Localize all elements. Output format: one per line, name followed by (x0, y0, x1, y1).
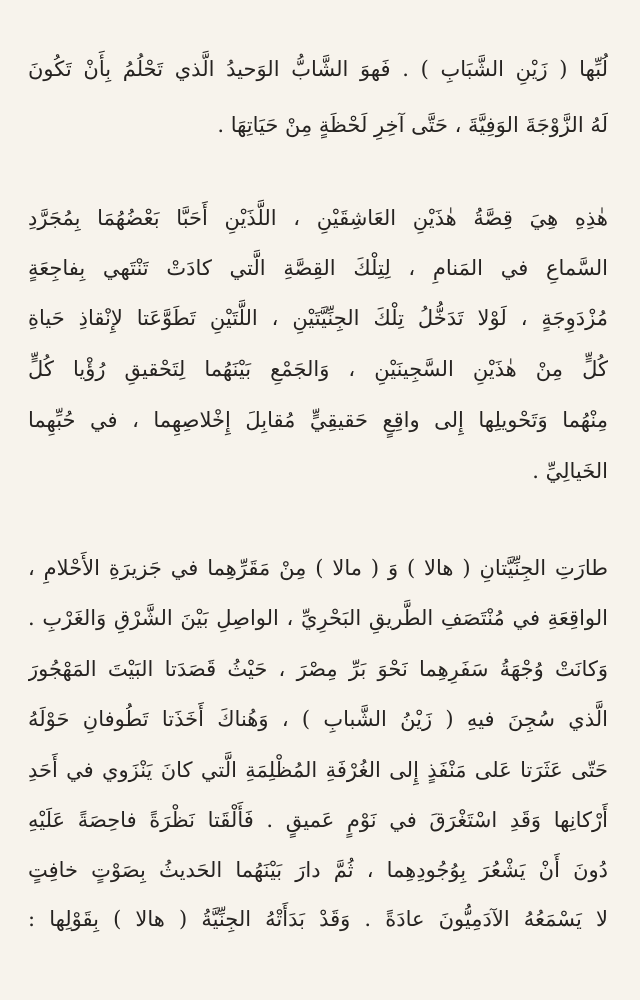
text-line: أَرْكانِها وَقَدِ اسْتَغْرَقَ في نَوْمٍ عَميقٍ . فَأَلْقَتا نَظْرَةً فاحِصَةً عَلَيْهِ (28, 808, 608, 832)
text-line: الواقِعَةِ في مُنْتَصَفِ الطَّريقِ البَحْرِيِّ ، الواصِلِ بَيْنَ الشَّرْقِ وَالغَرْبِ . (28, 606, 608, 630)
text-line: هٰذِهِ هِيَ قِصَّةُ هٰذَيْنِ العَاشِقَيْنِ ، اللَّذَيْنِ أَحَبَّا بَعْضُهُمَا بِمُجَرَّدِ (28, 206, 608, 230)
text-line: وَكانَتْ وُجْهَةُ سَفَرِهِما نَحْوَ بَرِّ مِصْرَ ، حَيْثُ قَصَدَتا البَيْتَ المَهْجُورَ (28, 657, 608, 681)
text-line: الَّذي سُجِنَ فيهِ ( زَيْنُ الشَّبابِ ) ، وَهُناكَ أَخَذَتا تَطُوفانِ حَوْلَهُ (28, 707, 608, 731)
text-line: مُزْدَوِجَةٍ ، لَوْلا تَدَخُّلُ تِلْكَ الجِنِّيَّتَيْنِ ، اللَّتَيْنِ تَطَوَّعَتا لإِنْقاذِ حَياةِ (28, 306, 608, 330)
text-line: لُبِّها ( زَيْنِ الشَّبَابِ ) . فَهوَ الشَّابُّ الوَحيدُ الَّذي تَحْلُمُ بِأَنْ تَكُونَ (28, 57, 608, 81)
text-line: مِنْهُما وَتَحْويلِها إِلى واقِعٍ حَقيقِيٍّ مُقابِلَ إِخْلاصِهِما ، في حُبِّهِما (28, 408, 608, 432)
text-line: دُونَ أَنْ يَشْعُرَ بِوُجُودِهِما ، ثُمَّ دارَ بَيْنَهُما الحَديثُ بِصَوْتٍ خافِتٍ (28, 858, 608, 882)
text-line: حَتّى عَثَرَتا عَلى مَنْفَذٍ إِلى الغُرْفَةِ المُظْلِمَةِ الَّتي كانَ يَنْزَوي في أَحَدِ (28, 758, 608, 782)
text-line: الخَيالِيِّ . (532, 459, 608, 483)
text-line: كُلٍّ مِنْ هٰذَيْنِ السَّجِينَيْنِ ، وَالجَمْعِ بَيْنَهُما لِتَحْقيقِ رُؤْيا كُلٍّ (28, 357, 608, 381)
text-line: لَهُ الزَّوْجَةَ الوَفِيَّةَ ، حَتَّى آخِرِ لَحْظَةٍ مِنْ حَيَاتِهَا . (217, 113, 608, 137)
text-line: السَّماعِ في المَنامِ ، لِتِلْكَ القِصَّةِ الَّتي كادَتْ تَنْتَهي بِفاجِعَةٍ (28, 256, 608, 280)
text-line: طارَتِ الجِنِّيَّتانِ ( هالا ) وَ ( مالا ) مِنْ مَقَرِّهِما في جَزيرَةِ الأَحْلامِ ، (28, 556, 608, 580)
text-line: لا يَسْمَعُهُ الآدَمِيُّونَ عادَةً . وَقَدْ بَدَأَتْهُ الجِنِّيَّةُ ( هالا ) بِقَوْلِها : (28, 907, 608, 931)
